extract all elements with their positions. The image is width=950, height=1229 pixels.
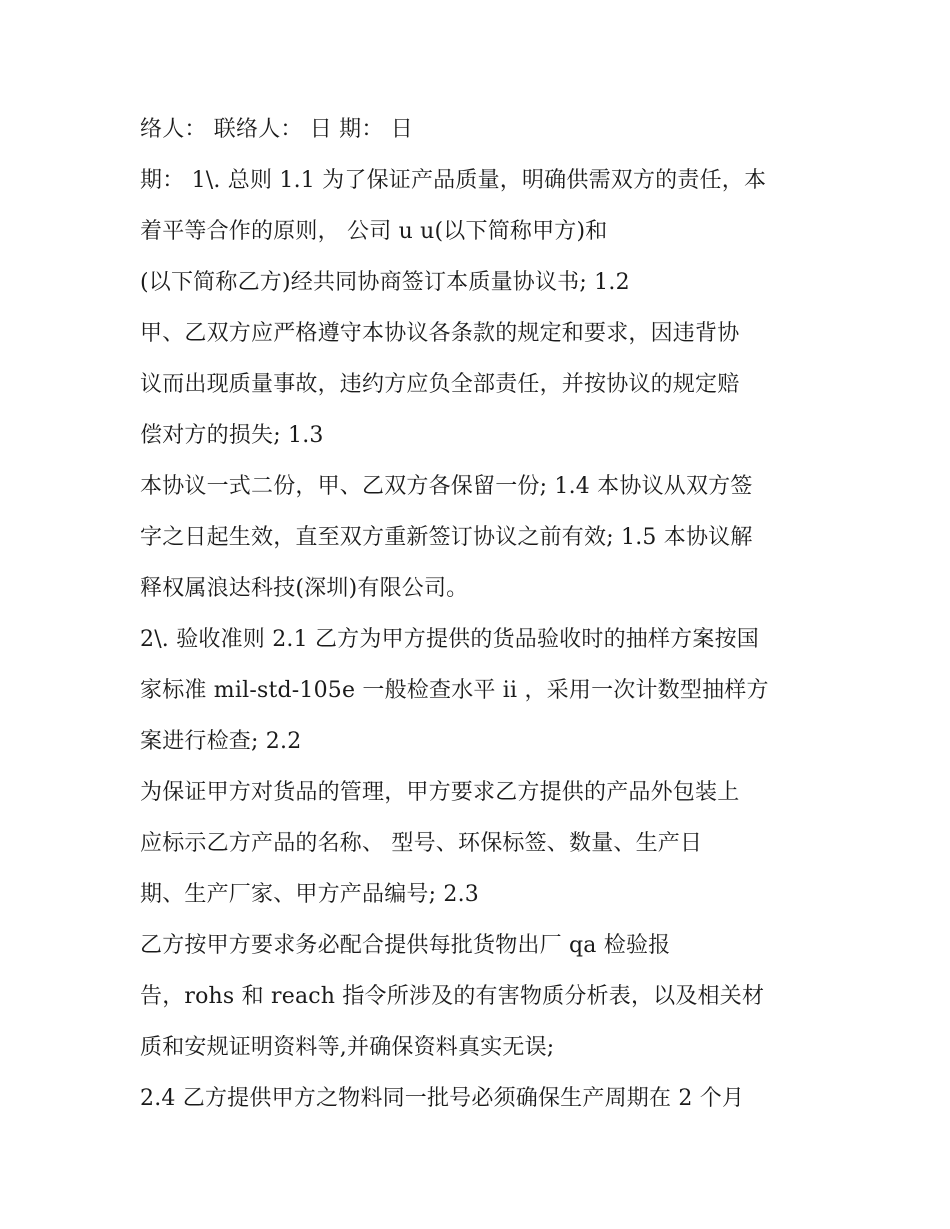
- text-line: 案进行检查; 2.2: [140, 729, 302, 754]
- text-line: 家标准 mil-std-105e 一般检查水平 ii ，采用一次计数型抽样方: [140, 678, 769, 703]
- text-line: 偿对方的损失; 1.3: [140, 423, 324, 448]
- text-line: 乙方按甲方要求务必配合提供每批货物出厂 qa 检验报: [140, 933, 671, 958]
- text-line: 期、生产厂家、甲方产品编号; 2.3: [140, 882, 479, 907]
- text-line: 本协议一式二份，甲、乙双方各保留一份; 1.4 本协议从双方签: [140, 474, 753, 499]
- text-line: 2.4 乙方提供甲方之物料同一批号必须确保生产周期在 2 个月: [140, 1086, 745, 1111]
- document-body: [140, 104, 840, 1124]
- text-line: 甲、乙双方应严格遵守本协议各条款的规定和要求，因违背协: [140, 321, 740, 346]
- text-line: 告，rohs 和 reach 指令所涉及的有害物质分析表，以及相关材: [140, 984, 765, 1009]
- text-line: 质和安规证明资料等,并确保资料真实无误;: [140, 1035, 555, 1060]
- text-line: 字之日起生效，直至双方重新签订协议之前有效; 1.5 本协议解: [140, 525, 753, 550]
- text-line: (以下简称乙方)经共同协商签订本质量协议书; 1.2: [140, 270, 630, 295]
- text-line: 着平等合作的原则， 公司 u u(以下简称甲方)和: [140, 219, 608, 244]
- text-line: 释权属浪达科技(深圳)有限公司。: [140, 576, 469, 601]
- text-line: 议而出现质量事故，违约方应负全部责任，并按协议的规定赔: [140, 372, 740, 397]
- text-line: 为保证甲方对货品的管理，甲方要求乙方提供的产品外包装上: [140, 780, 740, 805]
- text-line: 络人： 联络人： 日 期： 日: [140, 117, 413, 142]
- text-line: 应标示乙方产品的名称、 型号、环保标签、数量、生产日: [140, 831, 703, 856]
- text-line: 2\. 验收准则 2.1 乙方为甲方提供的货品验收时的抽样方案按国: [140, 627, 759, 652]
- text-line: 期： 1\. 总则 1.1 为了保证产品质量，明确供需双方的责任，本: [140, 168, 767, 193]
